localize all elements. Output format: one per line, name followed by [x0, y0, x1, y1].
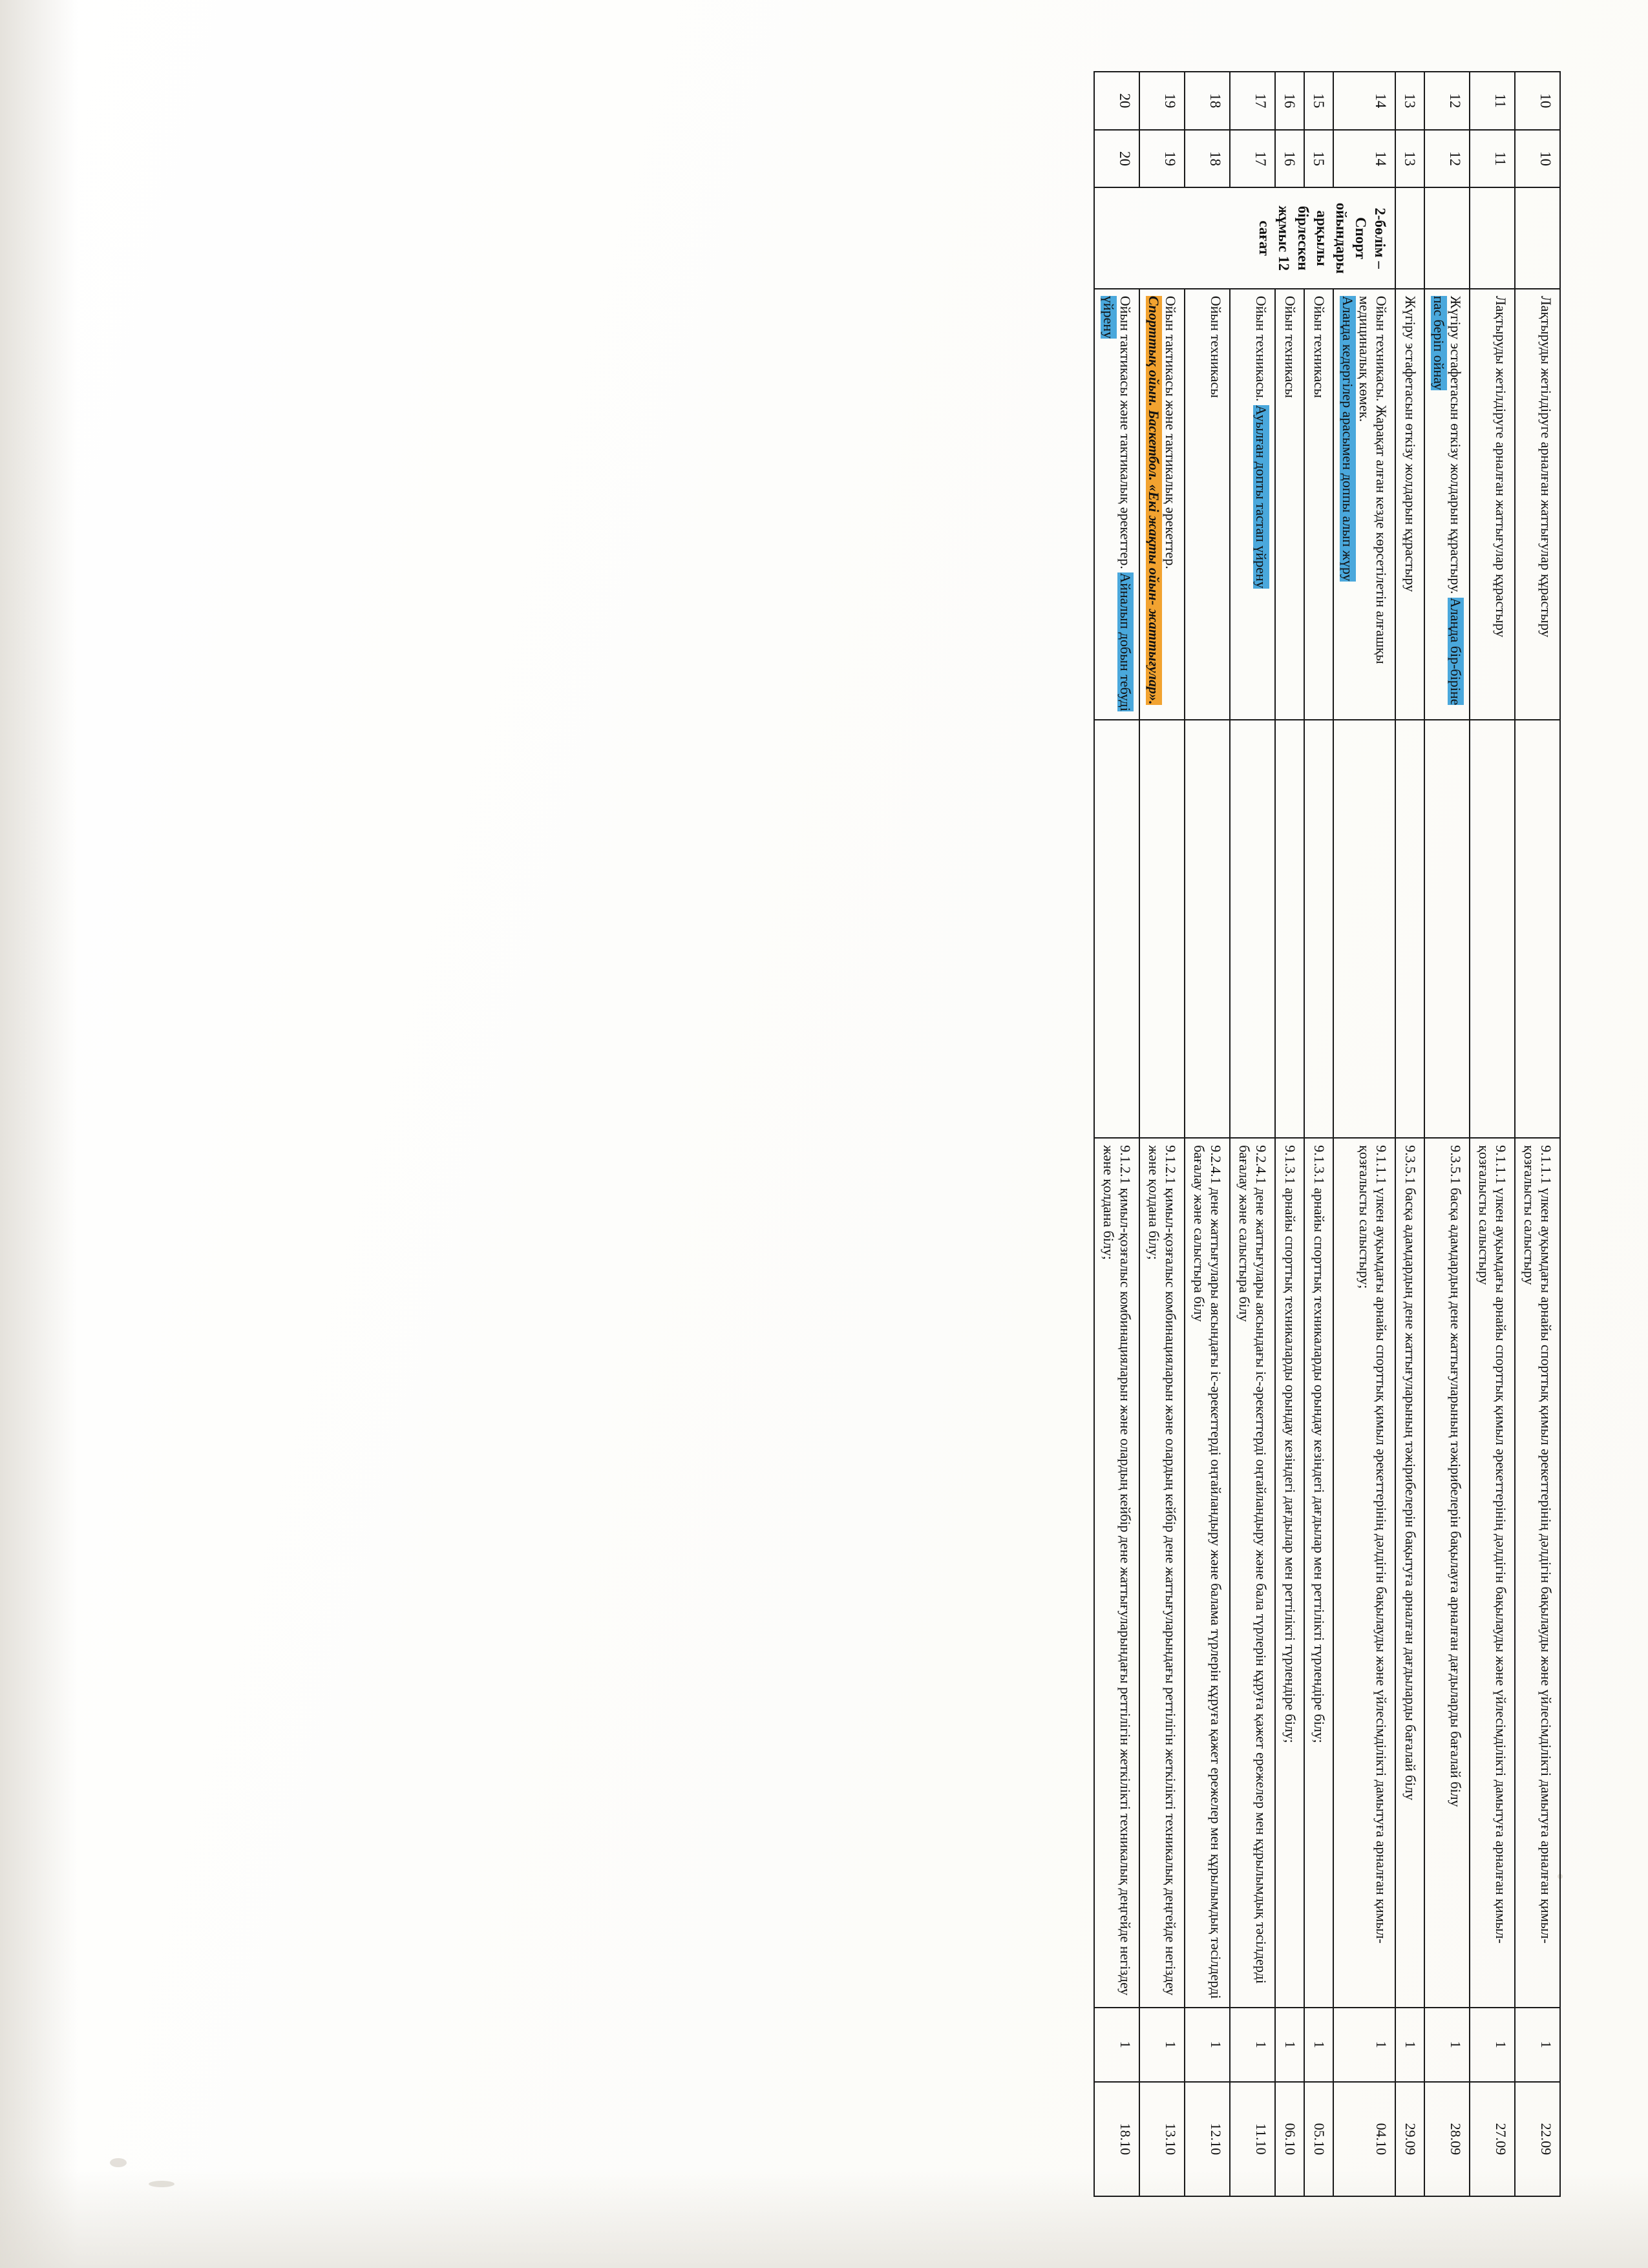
objective-text: 9.2.4.1 дене жаттығулары аясындағы іс-әрекеттерді оңтайландыру және бала түрлерін құруға қажет ережелер мен құрылымдық тәсілдерді бағалау және салыстыра білу [1236, 1145, 1270, 1984]
row-number-secondary: 19 [1139, 130, 1185, 188]
topic-extra-cell [1185, 720, 1230, 1138]
topic-text: Ойын тактикасы және тактикалық әрекеттер. [1163, 295, 1179, 569]
row-number: 13 [1395, 72, 1424, 130]
row-number: 19 [1139, 72, 1185, 130]
objective-cell [1139, 1138, 1185, 2008]
hours-cell: 1 [1139, 2008, 1185, 2082]
row-number-secondary: 10 [1515, 130, 1560, 188]
objective-cell [1185, 1138, 1230, 2008]
row-number: 20 [1094, 72, 1139, 130]
objective-cell [1333, 1138, 1395, 2008]
row-number-secondary: 16 [1275, 130, 1304, 188]
topic-cell [1139, 289, 1185, 720]
table-row [1275, 72, 1304, 2196]
date-cell: 22.09 [1515, 2082, 1560, 2196]
objective-cell [1424, 1138, 1470, 2008]
topic-text: Ойын техникасы [1208, 295, 1225, 398]
table-row [1395, 72, 1424, 2196]
section-cell [1470, 187, 1515, 288]
topic-highlight-text: Айналып добын тебуді үйрену [1101, 295, 1134, 711]
row-number: 18 [1185, 72, 1230, 130]
table-row [1094, 72, 1139, 2196]
objective-cell [1470, 1138, 1515, 2008]
objective-text: 9.3.5.1 басқа адамдардың дене жаттығуларының тәжірибелерін бақылауға арналған дағдыларды бағалай білу [1448, 1145, 1464, 1807]
topic-text: Ойын техникасы. Жарақат алған кезде көрсетілетін алғашқы медициналық көмек. [1357, 295, 1390, 664]
topic-text: Лақтыруды жетілдіруге арналған жаттығулар құрастыру [1493, 295, 1510, 638]
date-cell: 04.10 [1333, 2082, 1395, 2196]
topic-extra-cell [1333, 720, 1395, 1138]
date-cell: 27.09 [1470, 2082, 1515, 2196]
row-number-secondary: 20 [1094, 130, 1139, 188]
table-row [1333, 72, 1395, 2196]
topic-cell [1333, 289, 1395, 720]
date-cell: 28.09 [1424, 2082, 1470, 2196]
row-number-secondary: 15 [1304, 130, 1333, 188]
topic-text: Лақтыруды жетілдіруге арналған жаттығулар құрастыру [1538, 295, 1554, 638]
objective-cell [1230, 1138, 1275, 2008]
topic-cell [1470, 289, 1515, 720]
topic-extra-cell [1139, 720, 1185, 1138]
row-number-secondary: 14 [1333, 130, 1395, 188]
objective-text: 9.3.5.1 басқа адамдардың дене жаттығуларының тәжірибелерін бақытуға арналған дағдыларды бағалай білу [1402, 1145, 1419, 1801]
topic-cell [1185, 289, 1230, 720]
topic-extra-cell [1395, 720, 1424, 1138]
topic-text: Жүгіру эстафетасын өткізу жолдарын құрастыру. [1448, 295, 1464, 598]
topic-text: Ойын тактикасы және тактикалық әрекеттер. [1117, 295, 1134, 573]
topic-extra-cell [1304, 720, 1333, 1138]
topic-highlight-text: Алаңда кедергілер арасымен доппы алып жүру [1340, 295, 1357, 582]
objective-text: 9.1.3.1 арнайы спорттық техникаларды орындау кезіндегі дағдылар мен реттілікті түрлендіре білу; [1311, 1145, 1328, 1743]
hours-cell: 1 [1275, 2008, 1304, 2082]
date-cell: 05.10 [1304, 2082, 1333, 2196]
topic-cell [1424, 289, 1470, 720]
objective-text: 9.1.2.1 қимыл-қозғалыс комбинацияларын және олардың кейбір дене жаттығуларындағы реттілігін жеткілікті техникалық деңгейде негіздеу және қолдана білу; [1146, 1145, 1179, 1996]
table-row [1304, 72, 1333, 2196]
table-area [87, 71, 1561, 2197]
objective-cell [1304, 1138, 1333, 2008]
date-cell: 11.10 [1230, 2082, 1275, 2196]
objective-text: 9.2.4.1 дене жаттығулары аясындағы іс-әрекеттерді оңтайландыру және балама түрлерін құруға қажет ережелер мен құрылымдық тәсілдерді бағалау және салыстыра білу [1191, 1145, 1225, 1999]
section-cell [1515, 187, 1560, 288]
topic-cell [1395, 289, 1424, 720]
section-cell [1424, 187, 1470, 288]
topic-highlight-text: Ауылған допты тастап үйрену [1253, 404, 1270, 589]
table-row [1185, 72, 1230, 2196]
topic-text: Жүгіру эстафетасын өткізу жолдарын құрастыру [1402, 295, 1419, 593]
hours-cell: 1 [1304, 2008, 1333, 2082]
table-row [1139, 72, 1185, 2196]
table-row [1515, 72, 1560, 2196]
table-row [1424, 72, 1470, 2196]
row-number: 14 [1333, 72, 1395, 130]
hours-cell: 1 [1333, 2008, 1395, 2082]
row-number: 17 [1230, 72, 1275, 130]
row-number-secondary: 17 [1230, 130, 1275, 188]
date-cell: 13.10 [1139, 2082, 1185, 2196]
row-number-secondary: 18 [1185, 130, 1230, 188]
section-label-cell: 2-бөлім – Спорт ойындары арқылы бірлескен жұмыс 12 сағат [1094, 187, 1395, 288]
topic-cell [1230, 289, 1275, 720]
topic-cell [1094, 289, 1139, 720]
hours-cell: 1 [1470, 2008, 1515, 2082]
objective-text: 9.1.1.1 үлкен ауқымдағы арнайы спорттық қимыл әрекеттерінің дәлдігін бақылауды және үйлесімділікті дамытуға арналған қимыл-қозғалысты салыстыру [1476, 1145, 1510, 1944]
objective-text: 9.1.3.1 арнайы спорттық техникаларды орындау кезіндегі дағдылар мен реттілікті түрлендіре білу; [1282, 1145, 1299, 1743]
date-cell: 12.10 [1185, 2082, 1230, 2196]
topic-extra-cell [1470, 720, 1515, 1138]
objective-cell [1515, 1138, 1560, 2008]
objective-cell [1094, 1138, 1139, 2008]
lesson-schedule-table [1093, 71, 1561, 2197]
topic-text: Ойын техникасы [1311, 295, 1328, 398]
row-number: 11 [1470, 72, 1515, 130]
objective-cell [1395, 1138, 1424, 2008]
topic-text: Ойын техникасы. [1253, 295, 1270, 405]
row-number-secondary: 13 [1395, 130, 1424, 188]
table-row [1230, 72, 1275, 2196]
hours-cell: 1 [1230, 2008, 1275, 2082]
topic-cell [1515, 289, 1560, 720]
objective-text: 9.1.2.1 қимыл-қозғалыс комбинацияларын және олардың кейбір дене жаттығуларындағы реттілігін жеткілікті техникалық деңгейде негіздеу және қолдана білу; [1101, 1145, 1134, 1996]
topic-extra-cell [1230, 720, 1275, 1138]
objective-text: 9.1.1.1 үлкен ауқымдағы арнайы спорттық қимыл әрекеттерінің дәлдігін бақылауды және үйлесімділікті дамытуға арналған қимыл-қозғалысты салыстыру; [1357, 1145, 1390, 1944]
row-number: 10 [1515, 72, 1560, 130]
date-cell: 29.09 [1395, 2082, 1424, 2196]
table-row [1470, 72, 1515, 2196]
topic-highlight-text: Алаңда бір-біріне пас беріп ойнау [1431, 295, 1464, 706]
row-number-secondary: 12 [1424, 130, 1470, 188]
row-number: 12 [1424, 72, 1470, 130]
row-number: 16 [1275, 72, 1304, 130]
hours-cell: 1 [1424, 2008, 1470, 2082]
row-number: 15 [1304, 72, 1333, 130]
topic-extra-cell [1275, 720, 1304, 1138]
hours-cell: 1 [1515, 2008, 1560, 2082]
topic-cell [1275, 289, 1304, 720]
objective-cell [1275, 1138, 1304, 2008]
date-cell: 06.10 [1275, 2082, 1304, 2196]
topic-extra-cell [1094, 720, 1139, 1138]
section-cell [1395, 187, 1424, 288]
objective-text: 9.1.1.1 үлкен ауқымдағы арнайы спорттық қимыл әрекеттерінің дәлдігін бақылауды және үйлесімділікті дамытуға арналған қимыл-қозғалысты салыстыру [1521, 1145, 1554, 1944]
topic-highlight-text: Спорттық ойын. Баскетбол. «Екі жақты ойын- жаттығулар». [1146, 295, 1163, 705]
hours-cell: 1 [1094, 2008, 1139, 2082]
date-cell: 18.10 [1094, 2082, 1139, 2196]
topic-text: Ойын техникасы [1282, 295, 1299, 398]
topic-extra-cell [1424, 720, 1470, 1138]
hours-cell: 1 [1395, 2008, 1424, 2082]
hours-cell: 1 [1185, 2008, 1230, 2082]
topic-cell [1304, 289, 1333, 720]
topic-extra-cell [1515, 720, 1560, 1138]
row-number-secondary: 11 [1470, 130, 1515, 188]
